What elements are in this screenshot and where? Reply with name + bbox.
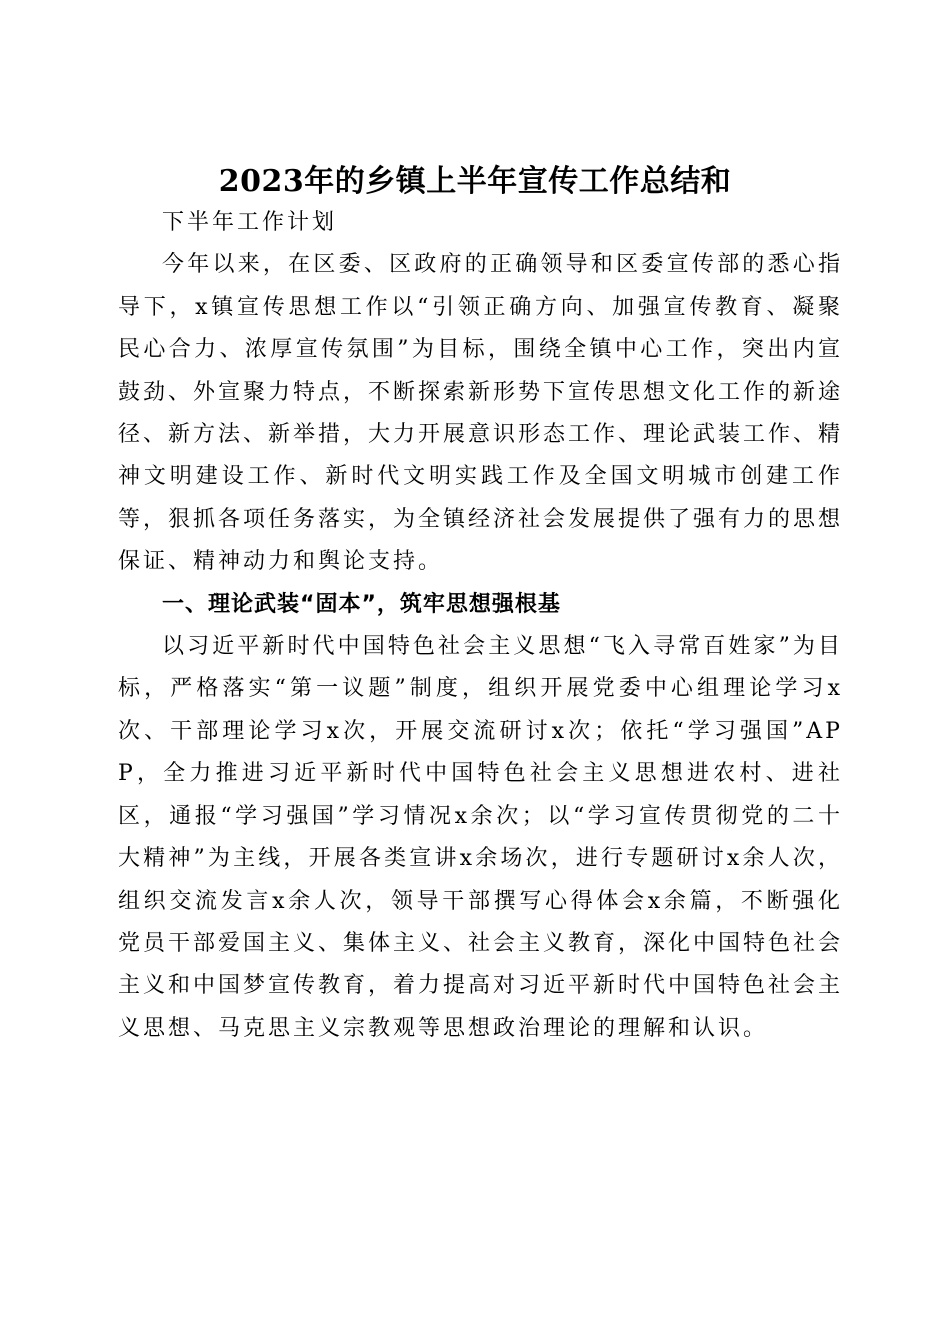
section-paragraph: 以习近平新时代中国特色社会主义思想“飞入寻常百姓家”为目标，严格落实“第一议题”制度，组织开展党委中心组理论学习x次、干部理论学习x次，开展交流研讨x次；依托“学习强国”APP，全力推进习近平新时代中国特色社会主义思想进农村、进社区，通报“学习强国”学习情况x余次；以“学习宣传贯彻党的二十大精神”为主线，开展各类宣讲x余场次，进行专题研讨x余人次，组织交流发言x余人次，领导干部撰写心得体会x余篇，不断强化党员干部爱国主义、集体主义、社会主义教育，深化中国特色社会主义和中国梦宣传教育，着力提高对习近平新时代中国特色社会主义思想、马克思主义宗教观等思想政治理论的理解和认识。 [118, 634, 844, 1041]
section-heading: 一、理论武装“固本”，筑牢思想强根基 [162, 591, 561, 617]
document-title: 2023年的乡镇上半年宣传工作总结和 [218, 164, 732, 200]
intro-paragraph: 今年以来，在区委、区政府的正确领导和区委宣传部的悉心指导下，x镇宣传思想工作以“引领正确方向、加强宣传教育、凝聚民心合力、浓厚宣传氛围”为目标，围绕全镇中心工作，突出内宣鼓劲、外宣聚力特点，不断探索新形势下宣传思想文化工作的新途径、新方法、新举措，大力开展意识形态工作、理论武装工作、精神文明建设工作、新时代文明实践工作及全国文明城市创建工作等，狠抓各项任务落实，为全镇经济社会发展提供了强有力的思想保证、精神动力和舆论支持。 [118, 252, 844, 575]
document-subtitle: 下半年工作计划 [162, 210, 338, 235]
document-body [118, 202, 843, 1050]
